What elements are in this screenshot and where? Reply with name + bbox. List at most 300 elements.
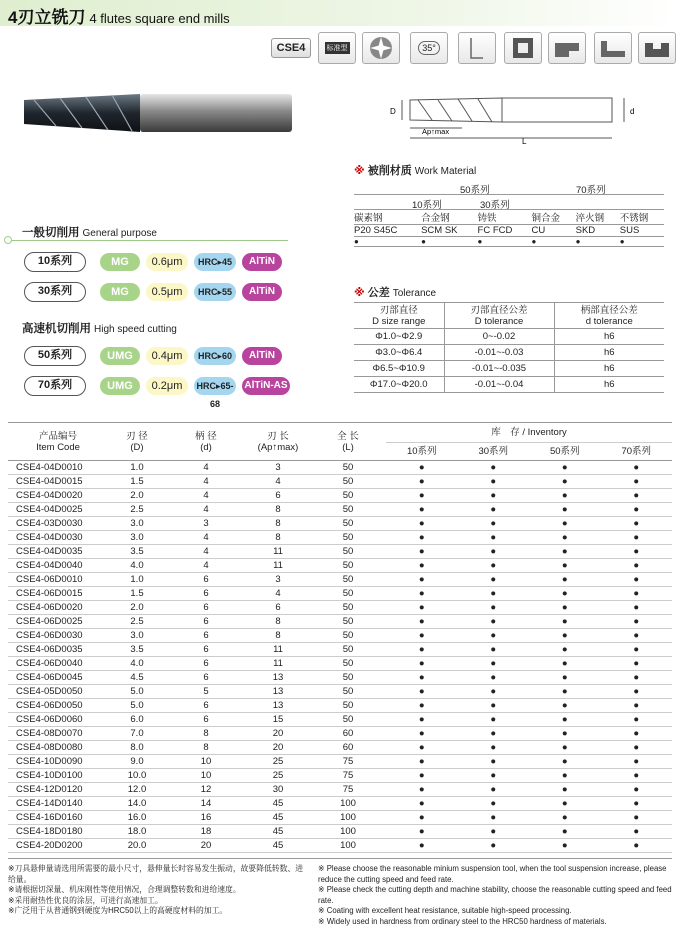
stock-dot: ● (458, 726, 530, 740)
spec-cell: 18.0 (108, 824, 166, 838)
table-row (8, 460, 672, 474)
stock-dot: ● (529, 698, 601, 712)
stock-dot: ● (529, 740, 601, 754)
stock-dot: ● (386, 488, 458, 502)
spec-cell: 50 (310, 600, 386, 614)
stock-dot: ● (529, 838, 601, 852)
item-code: CSE4-06D0050 (8, 698, 108, 712)
section-marker (4, 236, 12, 244)
note-line: ※广泛用于从普通钢到硬度为HRC50以上的高硬度材料的加工。 (8, 906, 228, 915)
spec-cell: 2.0 (108, 600, 166, 614)
spec-cell: 8 (166, 726, 246, 740)
spec-cell: 50 (310, 628, 386, 642)
spec-cell: 45 (246, 824, 310, 838)
table-row (8, 558, 672, 572)
svg-text:L: L (522, 137, 527, 146)
stock-dot: ● (529, 670, 601, 684)
stock-dot: ● (386, 600, 458, 614)
material-grade: SKD (575, 225, 596, 236)
spec-cell: 6 (166, 698, 246, 712)
stock-dot: ● (601, 502, 673, 516)
spec-cell: 3.0 (108, 628, 166, 642)
spec-cell: 6 (166, 656, 246, 670)
stock-dot: ● (386, 698, 458, 712)
spec-cell: 20.0 (108, 838, 166, 852)
tolerance-cell: Φ17.0~Φ20.0 (354, 377, 444, 393)
grade-badge: UMG (100, 347, 140, 365)
item-code: CSE4-04D0020 (8, 488, 108, 502)
general-purpose-heading: 一般切削用 General purpose (22, 227, 157, 239)
spec-cell: 20 (246, 740, 310, 754)
material-grade: CU (531, 225, 546, 236)
table-row (8, 670, 672, 684)
notes-rule (8, 858, 672, 859)
spec-cell: 30 (246, 782, 310, 796)
slotting-icon (638, 32, 676, 64)
table-row (8, 488, 672, 502)
stock-dot: ● (386, 474, 458, 488)
stock-dot: ● (386, 572, 458, 586)
notes-en (318, 864, 674, 927)
note-line: ※请根据切深量、机床刚性等使用情况，合理调整转数和进给速度。 (8, 885, 241, 894)
table-row (8, 572, 672, 586)
spec-cell: 50 (310, 558, 386, 572)
spec-cell: 50 (310, 614, 386, 628)
stock-dot: ● (386, 838, 458, 852)
spec-cell: 20 (166, 838, 246, 852)
coating-badge: AlTiN (242, 253, 282, 271)
spec-cell: 11 (246, 642, 310, 656)
spec-cell: 13 (246, 670, 310, 684)
spec-cell: 6.0 (108, 712, 166, 726)
spec-cell: 4 (166, 502, 246, 516)
spec-cell: 3.5 (108, 642, 166, 656)
stock-dot: ● (529, 796, 601, 810)
stock-dot: ● (601, 460, 673, 474)
table-row (8, 642, 672, 656)
item-code: CSE4-06D0040 (8, 656, 108, 670)
tolerance-cell: -0.01~-0.03 (444, 345, 554, 361)
svg-text:Ap↑max: Ap↑max (422, 127, 450, 136)
stock-dot: ● (386, 586, 458, 600)
item-code: CSE4-04D0010 (8, 460, 108, 474)
tolerance-row (354, 345, 664, 361)
stock-dot: ● (386, 726, 458, 740)
spec-cell: 2.0 (108, 488, 166, 502)
spec-cell: 50 (310, 656, 386, 670)
spec-cell: 13 (246, 698, 310, 712)
tolerance-cell: -0.01~-0.035 (444, 361, 554, 377)
stock-dot: ● (601, 726, 673, 740)
stock-dot: ● (601, 642, 673, 656)
spec-cell: 12.0 (108, 782, 166, 796)
spec-cell: 50 (310, 502, 386, 516)
spec-cell: 1.0 (108, 572, 166, 586)
stock-dot: ● (458, 712, 530, 726)
stock-dot: ● (529, 726, 601, 740)
tolerance-cell: Φ3.0~Φ6.4 (354, 345, 444, 361)
stock-dot: ● (386, 642, 458, 656)
table-row (8, 544, 672, 558)
table-row (8, 684, 672, 698)
item-code: CSE4-06D0045 (8, 670, 108, 684)
spec-cell: 8 (166, 740, 246, 754)
tolerance-table: 刃部直径 D size range 刃部直径公差 D tolerance 柄部直径公差 d tolerance Φ1.0~Φ2.9 0~-0.02 h6 Φ3.0~Φ6.4 -0.01~-0.03 h6 Φ6.5~Φ10.9 -0.01~-0.035 h6 Φ17.0~Φ20.0 -0.01~-0.04 h6 (354, 302, 664, 393)
stock-dot: ● (529, 572, 601, 586)
stock-dot: ● (529, 586, 601, 600)
spec-cell: 3 (246, 460, 310, 474)
item-code: CSE4-08D0080 (8, 740, 108, 754)
spec-cell: 2.5 (108, 614, 166, 628)
shoulder-milling-icon (594, 32, 632, 64)
table-row (8, 600, 672, 614)
stock-dot: ● (458, 488, 530, 502)
stock-dot: ● (458, 782, 530, 796)
spec-cell: 3.5 (108, 544, 166, 558)
stock-dot: ● (529, 768, 601, 782)
stock-dot: ● (458, 642, 530, 656)
stock-dot: ● (529, 558, 601, 572)
table-row (8, 810, 672, 824)
spec-cell: 45 (246, 838, 310, 852)
stock-dot: ● (529, 628, 601, 642)
material-grade: SCM SK (421, 225, 458, 236)
spec-cell: 4 (166, 558, 246, 572)
table-row (8, 516, 672, 530)
note-line: ※ Coating with excellent heat resistance, suitable high-speed processing. (318, 906, 572, 915)
spec-cell: 4 (166, 460, 246, 474)
coating-badge: AlTiN (242, 347, 282, 365)
spec-cell: 25 (246, 754, 310, 768)
table-row (8, 838, 672, 852)
stock-dot: ● (529, 754, 601, 768)
spec-cell: 10.0 (108, 768, 166, 782)
note-line: ※刀具悬伸量请选用所需要的最小尺寸，悬伸量长时容易发生振动，故要降低转数、进给量。 (8, 864, 304, 884)
spec-cell: 16 (166, 810, 246, 824)
stock-dot: ● (458, 572, 530, 586)
series-pill: 10系列 (24, 252, 86, 272)
svg-text:d: d (630, 107, 635, 116)
tolerance-cell: h6 (554, 345, 664, 361)
note-line: ※ Please choose the reasonable minium suspension tool, when the tool suspension increase, please reduce the cutting speed and feed rate. (318, 864, 667, 884)
stock-dot: ● (601, 670, 673, 684)
note-line: ※采用耐热性优良的涂层，可进行高速加工。 (8, 895, 163, 905)
spec-cell: 50 (310, 530, 386, 544)
tolerance-row (354, 361, 664, 377)
table-row (8, 586, 672, 600)
tolerance-cell: Φ6.5~Φ10.9 (354, 361, 444, 377)
spec-cell: 9.0 (108, 754, 166, 768)
spec-cell: 10 (166, 768, 246, 782)
spec-cell: 8 (246, 530, 310, 544)
stock-dot: ● (458, 838, 530, 852)
stock-dot: ● (601, 810, 673, 824)
table-row (8, 530, 672, 544)
table-row (8, 628, 672, 642)
stock-dot: ● (458, 768, 530, 782)
table-row (8, 698, 672, 712)
spec-cell: 5.0 (108, 684, 166, 698)
spec-cell: 25 (246, 768, 310, 782)
spec-cell: 6 (166, 628, 246, 642)
table-row (8, 754, 672, 768)
material-name: 不锈钢 (619, 213, 649, 224)
stock-dot: ● (601, 530, 673, 544)
stock-dot: ● (458, 460, 530, 474)
stock-dot: ● (601, 600, 673, 614)
series-pill: 30系列 (24, 282, 86, 302)
spec-cell: 8 (246, 614, 310, 628)
stock-dot: ● (529, 712, 601, 726)
spec-cell: 8 (246, 502, 310, 516)
stock-dot: ● (386, 810, 458, 824)
stock-dot: ● (386, 796, 458, 810)
material-name: 合金钢 (421, 213, 450, 224)
stock-dot: ● (601, 754, 673, 768)
spec-cell: 2.5 (108, 502, 166, 516)
item-code: CSE4-06D0015 (8, 586, 108, 600)
table-row (8, 740, 672, 754)
material-name: 淬火钢 (575, 213, 605, 224)
spec-cell: 100 (310, 810, 386, 824)
inventory-table: 产品编号 Item Code 刃 径 (D) 柄 径 (d) 刃 长 (Ap↑max) 全 长 (L) 库 存 / Inventory 10系列 30系列 50系列 70系列 CSE4-04D0010 1.0 4 3 50 ● ● ● ● CSE4-04D0015 1.5 4 4 50 ● ● ● ● CSE4-04D0020 2.0 4 6 50 ● ● ● ● CSE4-04D0025 2.5 4 8 50 ● ● ● ● CSE4-03D0030 3.0 3 8 50 ● ● ● ● CSE4-04D0030 3.0 4 8 50 ● ● ● ● CSE4-04D0035 3.5 4 11 50 ● ● ● ● CSE4-04D0040 4.0 4 11 50 ● ● ● ● CSE4-06D0010 1.0 6 3 50 ● ● ● ● CSE4-06D0015 1.5 6 4 50 ● ● ● ● CSE4-06D0020 2.0 6 6 50 ● ● ● ● CSE4-06D0025 2.5 6 8 50 ● ● ● ● CSE4-06D0030 3.0 6 8 50 ● ● ● ● CSE4-06D0035 3.5 6 11 50 ● ● ● ● CSE4-06D0040 4.0 6 11 50 ● ● ● ● CSE4-06D0045 4.5 6 13 50 ● ● ● ● CSE4-05D0050 5.0 5 13 50 ● ● ● ● CSE4-06D0050 5.0 6 13 50 ● ● ● ● CSE4-06D0060 6.0 6 15 50 ● ● ● ● CSE4-08D0070 7.0 8 20 60 ● ● ● ● CSE4-08D0080 8.0 8 20 60 ● ● ● ● CSE4-10D0090 9.0 10 25 75 ● ● ● ● CSE4-10D0100 10.0 10 25 75 ● ● ● ● CSE4-12D0120 12.0 12 30 75 ● ● ● ● CSE4-14D0140 14.0 14 45 100 ● ● ● ● CSE4-16D0160 16.0 16 45 100 ● ● ● ● CSE4-18D0180 18.0 18 45 100 ● ● ● ● CSE4-20D0200 20.0 20 45 100 ● ● ● ● (8, 424, 672, 853)
material-grade: P20 S45C (354, 225, 398, 236)
hardness-badge: HRC▸55 (194, 283, 236, 301)
spec-cell: 6 (166, 614, 246, 628)
grain-size: 0.4μm (146, 347, 188, 365)
grain-size: 0.2μm (146, 377, 188, 395)
stock-dot: ● (601, 698, 673, 712)
stock-dot: ● (458, 502, 530, 516)
spec-cell: 75 (310, 768, 386, 782)
stock-dot: ● (386, 614, 458, 628)
stock-dot: ● (529, 684, 601, 698)
spec-cell: 14 (166, 796, 246, 810)
stock-dot: ● (386, 768, 458, 782)
standard-type-icon: 标准型 (318, 32, 356, 64)
item-code: CSE4-10D0100 (8, 768, 108, 782)
table-row (8, 712, 672, 726)
stock-dot: ● (458, 684, 530, 698)
spec-cell: 15 (246, 712, 310, 726)
spec-cell: 7.0 (108, 726, 166, 740)
notes-cn (8, 864, 308, 917)
spec-cell: 6 (166, 670, 246, 684)
stock-dot: ● (601, 614, 673, 628)
spec-cell: 10 (166, 754, 246, 768)
spec-cell: 20 (246, 726, 310, 740)
spec-cell: 5.0 (108, 698, 166, 712)
stock-dot: ● (601, 516, 673, 530)
spec-cell: 4 (166, 488, 246, 502)
spec-cell: 50 (310, 642, 386, 656)
spec-cell: 8.0 (108, 740, 166, 754)
item-code: CSE4-06D0010 (8, 572, 108, 586)
high-speed-heading: 高速机切削用 High speed cutting (22, 323, 177, 335)
stock-dot: ● (386, 824, 458, 838)
tolerance-cell: -0.01~-0.04 (444, 377, 554, 393)
spec-cell: 60 (310, 740, 386, 754)
spec-cell: 100 (310, 796, 386, 810)
spec-cell: 1.5 (108, 586, 166, 600)
stock-dot: ● (458, 530, 530, 544)
material-name: 碳素钢 (354, 213, 383, 224)
spec-cell: 8 (246, 516, 310, 530)
stock-dot: ● (386, 684, 458, 698)
stock-dot: ● (386, 754, 458, 768)
stock-dot: ● (386, 740, 458, 754)
item-code: CSE4-04D0030 (8, 530, 108, 544)
coating-badge: AlTiN (242, 283, 282, 301)
table-row (8, 474, 672, 488)
spec-cell: 50 (310, 474, 386, 488)
spec-cell: 60 (310, 726, 386, 740)
work-material-table: 50系列 70系列 10系列 30系列 碳素钢 合金钢 铸铁 铜合金 淬火钢 不锈钢 P20 S45C SCM SK FC FCD CU SKD SUS ● ● ● ● ● ● (354, 180, 664, 247)
stock-dot: ● (458, 600, 530, 614)
stock-dot: ● (529, 544, 601, 558)
slot-cutting-icon (504, 32, 542, 64)
stock-dot: ● (386, 460, 458, 474)
note-line: ※ Widely used in hardness from ordinary steel to the HRC50 hardness of materials. (318, 916, 607, 926)
tolerance-heading: ※ 公差 Tolerance (354, 287, 437, 299)
stock-dot: ● (601, 740, 673, 754)
spec-cell: 100 (310, 824, 386, 838)
stock-dot: ● (601, 544, 673, 558)
stock-dot: ● (458, 810, 530, 824)
spec-cell: 5 (166, 684, 246, 698)
work-material-heading: ※ 被削材质 Work Material (354, 165, 477, 177)
stock-dot: ● (601, 684, 673, 698)
spec-cell: 45 (246, 796, 310, 810)
stock-dot: ● (458, 796, 530, 810)
item-code: CSE4-06D0030 (8, 628, 108, 642)
item-code: CSE4-06D0025 (8, 614, 108, 628)
spec-cell: 100 (310, 838, 386, 852)
grade-badge: UMG (100, 377, 140, 395)
stock-dot: ● (458, 670, 530, 684)
item-code: CSE4-06D0035 (8, 642, 108, 656)
spec-cell: 4.0 (108, 558, 166, 572)
spec-cell: 50 (310, 516, 386, 530)
stock-dot: ● (458, 824, 530, 838)
tolerance-cell: Φ1.0~Φ2.9 (354, 329, 444, 345)
spec-cell: 6 (166, 572, 246, 586)
spec-cell: 8 (246, 628, 310, 642)
section-divider (8, 240, 288, 241)
table-row (8, 502, 672, 516)
stock-dot: ● (601, 782, 673, 796)
item-code: CSE4-06D0020 (8, 600, 108, 614)
side-milling-icon (548, 32, 586, 64)
stock-dot: ● (386, 712, 458, 726)
tolerance-row (354, 377, 664, 393)
stock-dot: ● (529, 614, 601, 628)
table-row (8, 824, 672, 838)
stock-dot: ● (458, 558, 530, 572)
item-code: CSE4-04D0025 (8, 502, 108, 516)
spec-cell: 3 (246, 572, 310, 586)
spec-cell: 12 (166, 782, 246, 796)
availability-dot: ● (421, 237, 426, 246)
spec-cell: 1.0 (108, 460, 166, 474)
stock-dot: ● (386, 502, 458, 516)
availability-dot: ● (619, 237, 625, 246)
spec-cell: 4 (166, 474, 246, 488)
spec-cell: 11 (246, 656, 310, 670)
stock-dot: ● (529, 642, 601, 656)
spec-cell: 4.0 (108, 656, 166, 670)
spec-cell: 6 (166, 712, 246, 726)
stock-dot: ● (601, 712, 673, 726)
end-mill-photo (20, 90, 296, 136)
item-code: CSE4-14D0140 (8, 796, 108, 810)
spec-cell: 45 (246, 810, 310, 824)
item-code: CSE4-05D0050 (8, 684, 108, 698)
spec-cell: 75 (310, 754, 386, 768)
spec-cell: 3.0 (108, 530, 166, 544)
stock-dot: ● (529, 810, 601, 824)
item-code: CSE4-08D0070 (8, 726, 108, 740)
stock-dot: ● (386, 628, 458, 642)
stock-dot: ● (458, 740, 530, 754)
material-name: 铜合金 (531, 213, 560, 224)
stock-dot: ● (458, 614, 530, 628)
stock-dot: ● (458, 544, 530, 558)
four-flute-icon (362, 32, 400, 64)
spec-cell: 50 (310, 460, 386, 474)
spec-cell: 6 (166, 642, 246, 656)
spec-cell: 50 (310, 544, 386, 558)
spec-cell: 50 (310, 488, 386, 502)
availability-dot: ● (477, 237, 483, 246)
stock-dot: ● (529, 824, 601, 838)
stock-dot: ● (529, 488, 601, 502)
item-code: CSE4-04D0035 (8, 544, 108, 558)
series-pill: 70系列 (24, 376, 86, 396)
stock-dot: ● (601, 796, 673, 810)
spec-cell: 13 (246, 684, 310, 698)
stock-dot: ● (458, 474, 530, 488)
stock-dot: ● (458, 698, 530, 712)
availability-dot: ● (531, 237, 537, 246)
table-row (8, 796, 672, 810)
availability-dot: ● (575, 237, 581, 246)
spec-cell: 50 (310, 572, 386, 586)
spec-cell: 18 (166, 824, 246, 838)
stock-dot: ● (601, 824, 673, 838)
stock-dot: ● (601, 474, 673, 488)
spec-cell: 6 (246, 600, 310, 614)
stock-dot: ● (386, 530, 458, 544)
stock-dot: ● (601, 768, 673, 782)
spec-cell: 16.0 (108, 810, 166, 824)
grain-size: 0.5μm (146, 283, 188, 301)
spec-cell: 50 (310, 684, 386, 698)
spec-cell: 50 (310, 586, 386, 600)
dimension-diagram (372, 90, 662, 148)
stock-dot: ● (529, 474, 601, 488)
tolerance-cell: h6 (554, 361, 664, 377)
tolerance-cell: 0~-0.02 (444, 329, 554, 345)
table-row (8, 656, 672, 670)
grain-size: 0.6μm (146, 253, 188, 271)
spec-cell: 4 (166, 530, 246, 544)
stock-dot: ● (601, 586, 673, 600)
spec-cell: 4 (166, 544, 246, 558)
spec-cell: 1.5 (108, 474, 166, 488)
spec-cell: 14.0 (108, 796, 166, 810)
stock-dot: ● (386, 544, 458, 558)
